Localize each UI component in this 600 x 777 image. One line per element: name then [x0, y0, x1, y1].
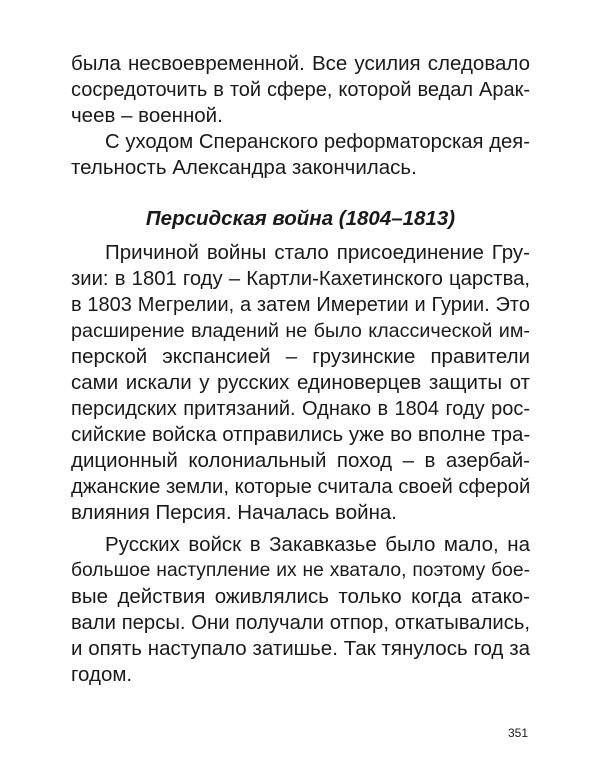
text-line: и опять наступало затишье. Так тянулось год за [71, 637, 530, 660]
text-line: сосредоточить в той сфере, которой ведал Арак- [71, 79, 530, 101]
text-line: влияния Персия. Началась война. [71, 501, 397, 524]
text-line: Причиной войны стало присоединение Гру- [105, 241, 530, 264]
text-line: тельность Александра закончилась. [71, 156, 417, 179]
section-heading: Персидская война (1804–1813) [145, 207, 456, 230]
text-line: годом. [71, 663, 133, 686]
text-line: расширение владений не было классической им- [71, 320, 530, 342]
text-line: вые действия оживлялись только когда атако- [71, 585, 530, 608]
text-line: перской экспансией – грузинские правители [71, 345, 530, 368]
text-line: сийские войска отправились уже во вполне тра- [71, 423, 531, 446]
text-line: сами искали у русских единоверцев защиты от [71, 371, 530, 394]
text-line: большое наступление их не хватало, поэтому бое- [71, 560, 530, 581]
page-number: 351 [507, 726, 528, 740]
text-line: в 1803 Мегрелии, а затем Имеретии и Гурии. Это [71, 294, 530, 316]
text-line: чеев – военной. [71, 104, 223, 127]
text-line: зии: в 1801 году – Картли-Кахетинского царства, [71, 268, 530, 290]
text-line: персидских притязаний. Однако в 1804 году рос- [71, 398, 530, 420]
text-line: джанские земли, которые считала своей сферой [71, 476, 531, 498]
text-line: вали персы. Они получали отпор, откатывались, [71, 612, 530, 634]
text-line: Русских войск в Закавказье было мало, на [105, 533, 530, 556]
text-line: диционный колониальный поход – в азербай- [71, 449, 530, 472]
text-line: была несвоевременной. Все усилия следовало [71, 52, 530, 75]
text-line: С уходом Сперанского реформаторская дея- [105, 131, 530, 153]
